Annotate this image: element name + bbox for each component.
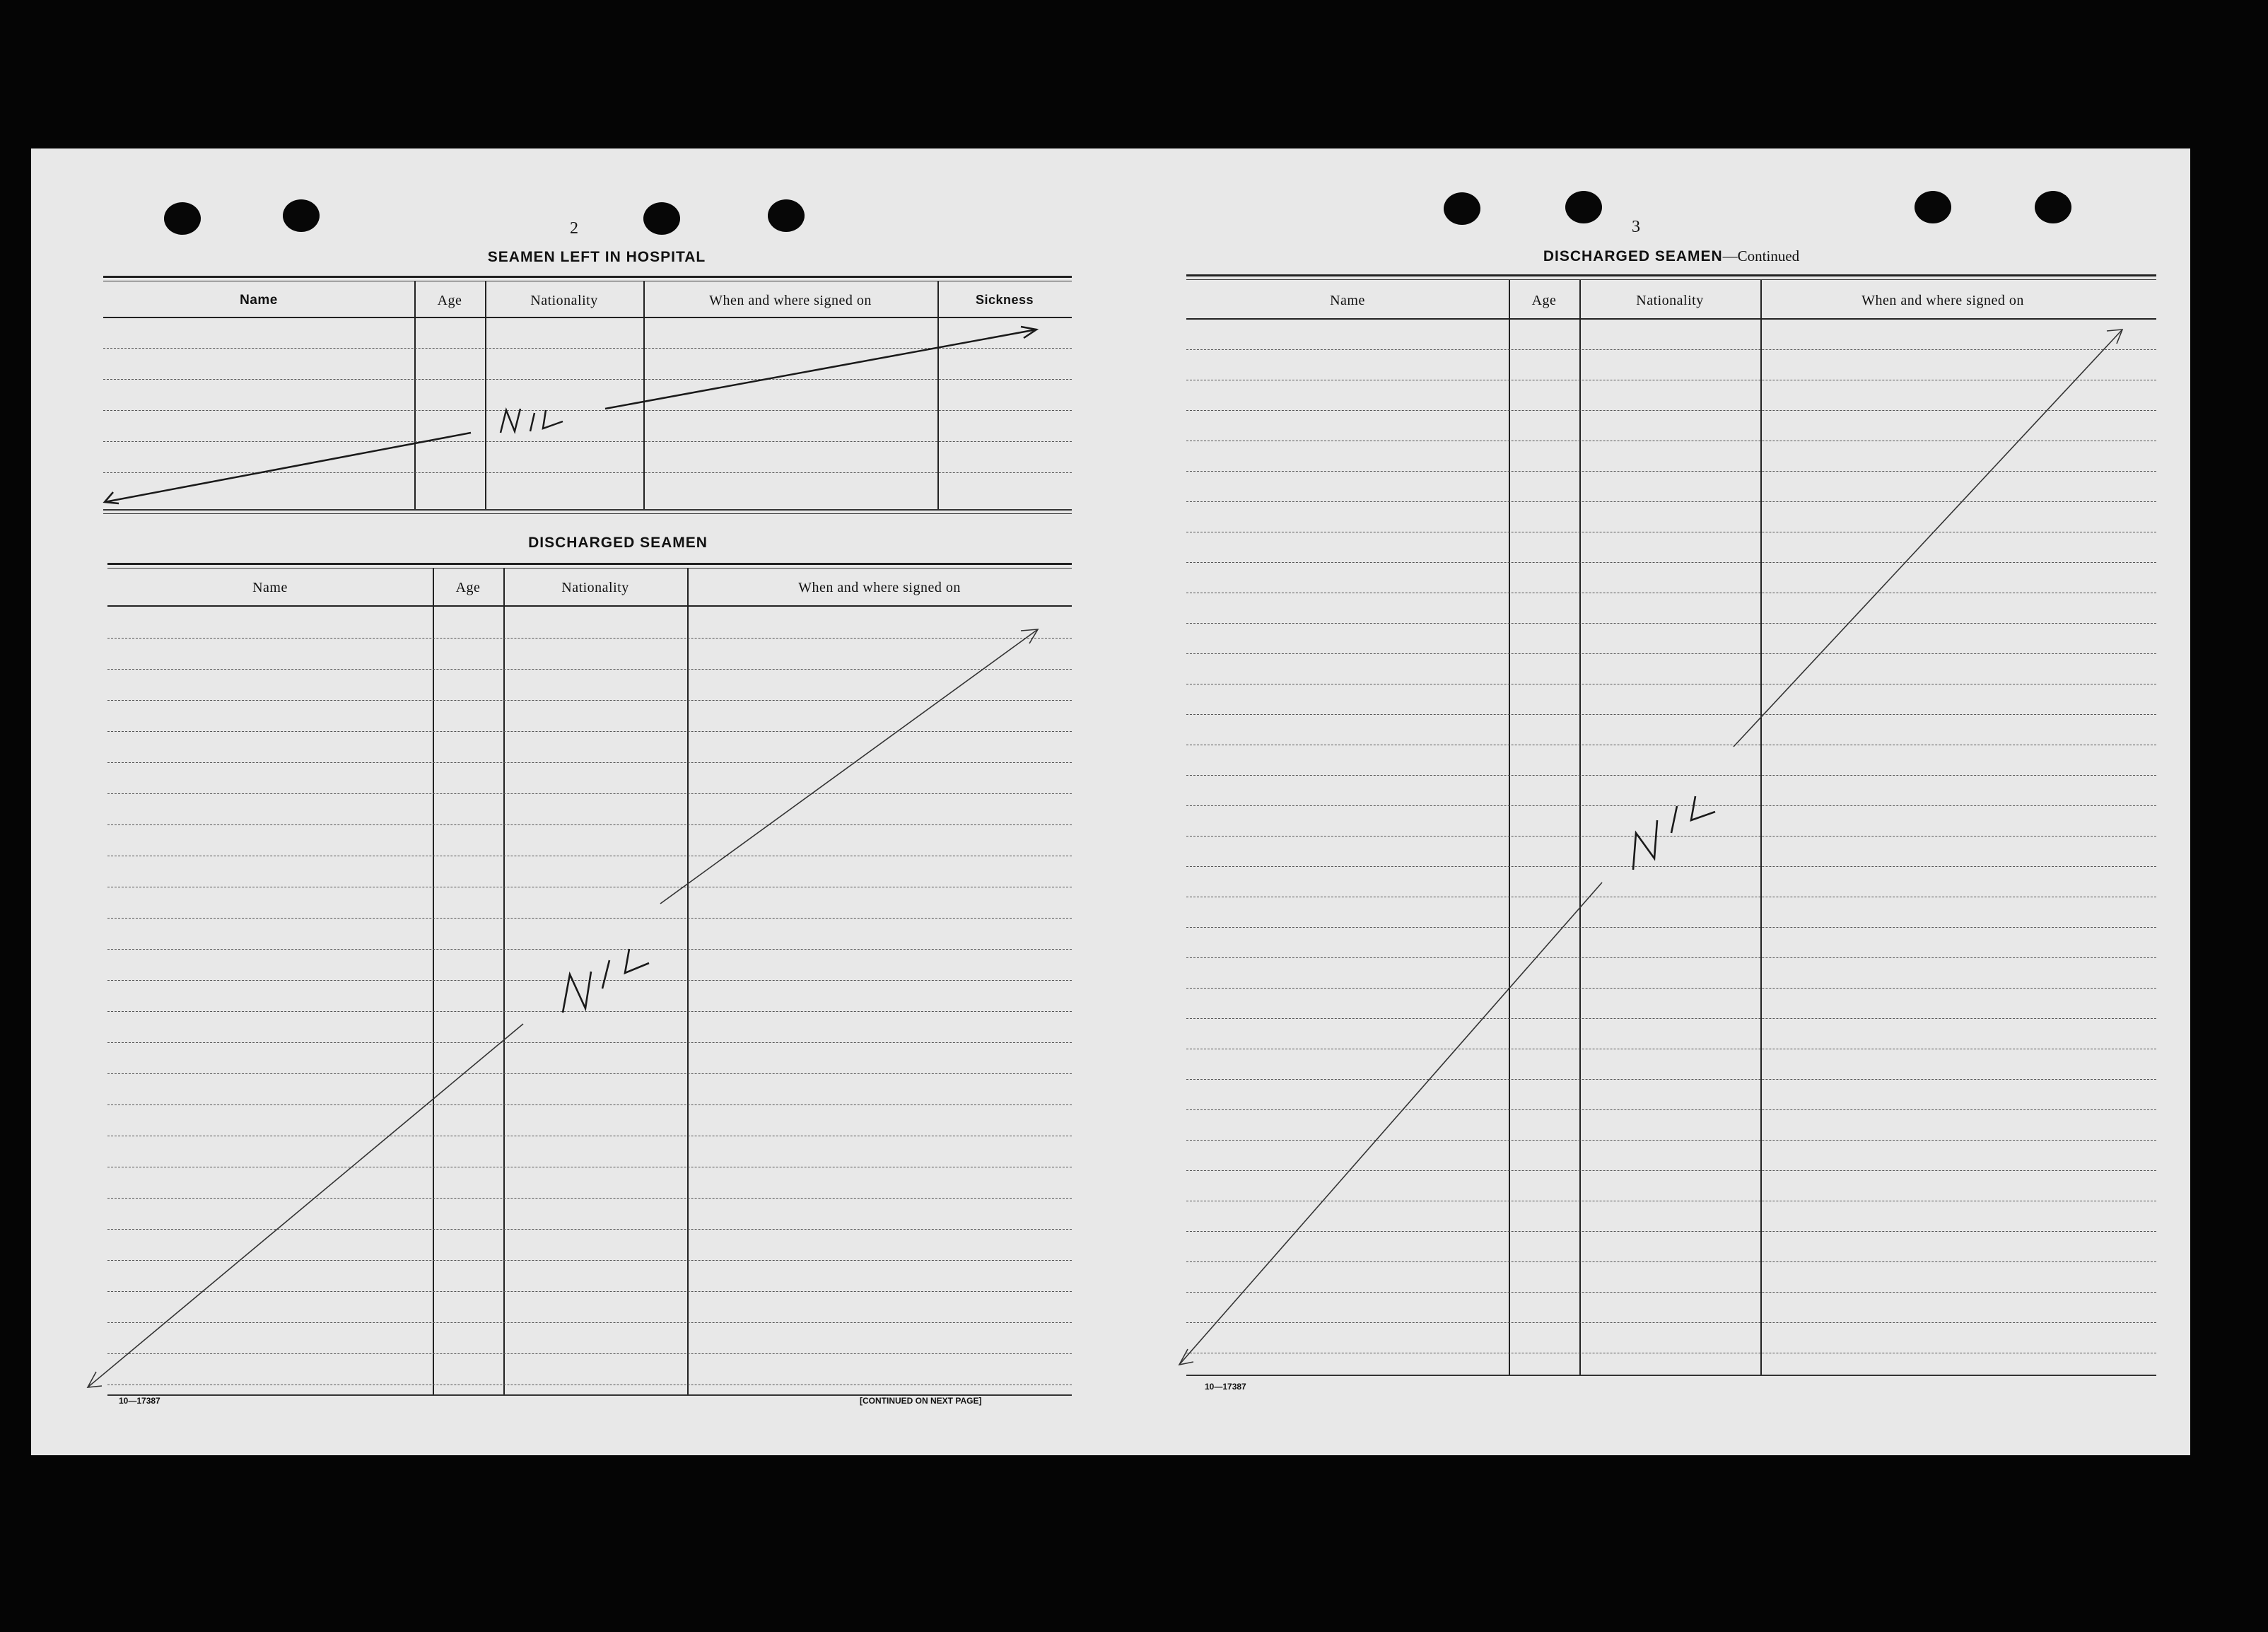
ledger-row-line bbox=[1186, 410, 2156, 411]
ledger-row-line bbox=[107, 1353, 1072, 1354]
ledger-row-line bbox=[107, 824, 1072, 825]
punch-hole bbox=[643, 202, 680, 235]
ledger-row-line bbox=[1186, 471, 2156, 472]
ledger-row-line bbox=[1186, 836, 2156, 837]
ledger-row-line bbox=[107, 762, 1072, 763]
discharged-section-title: DISCHARGED SEAMEN bbox=[528, 535, 708, 551]
ledger-row-line bbox=[1186, 957, 2156, 958]
col-header-when-where: When and where signed on bbox=[798, 580, 961, 595]
col-header-age: Age bbox=[455, 580, 481, 595]
discharged-continued-title bbox=[1318, 247, 2025, 265]
ledger-row-line bbox=[107, 1198, 1072, 1199]
ledger-row-line bbox=[1186, 866, 2156, 867]
col-header-nationality: Nationality bbox=[530, 293, 598, 308]
ledger-row-line bbox=[107, 793, 1072, 794]
ledger-row-line bbox=[107, 1104, 1072, 1105]
col-header-nationality: Nationality bbox=[561, 580, 629, 595]
ledger-row-line bbox=[107, 1073, 1072, 1074]
col-header-sickness: Sickness bbox=[975, 293, 1034, 307]
col-header-age: Age bbox=[437, 293, 462, 308]
ledger-row-line bbox=[107, 1229, 1072, 1230]
left-page-number: 2 bbox=[570, 219, 578, 238]
right-page-number: 3 bbox=[1632, 218, 1640, 236]
ledger-row-line bbox=[1186, 1292, 2156, 1293]
ledger-row-line bbox=[107, 638, 1072, 639]
hospital-table bbox=[103, 276, 1072, 516]
col-header-when-where: When and where signed on bbox=[1861, 293, 2024, 308]
ledger-row-line bbox=[1186, 775, 2156, 776]
ledger-row-line bbox=[1186, 1170, 2156, 1171]
ledger-row-line bbox=[107, 949, 1072, 950]
ledger-row-line bbox=[107, 1291, 1072, 1292]
ledger-row-line bbox=[1186, 349, 2156, 350]
ledger-row-line bbox=[1186, 1231, 2156, 1232]
discharged-table-right bbox=[1186, 274, 2156, 1377]
scanned-ledger-spread bbox=[31, 148, 2190, 1455]
col-header-nationality: Nationality bbox=[1636, 293, 1704, 308]
ledger-row-line bbox=[1186, 1109, 2156, 1110]
continued-note: [CONTINUED ON NEXT PAGE] bbox=[860, 1396, 982, 1406]
ledger-row-line bbox=[1186, 1261, 2156, 1262]
ledger-row-line bbox=[1186, 988, 2156, 989]
ledger-row-line bbox=[1186, 714, 2156, 715]
col-header-name: Name bbox=[252, 580, 288, 595]
ledger-row-line bbox=[107, 980, 1072, 981]
punch-hole bbox=[1444, 192, 1480, 225]
ledger-row-line bbox=[1186, 805, 2156, 806]
form-code-right: 10—17387 bbox=[1205, 1382, 1246, 1392]
punch-hole bbox=[2035, 191, 2071, 223]
ledger-row-line bbox=[107, 700, 1072, 701]
col-header-when-where: When and where signed on bbox=[709, 293, 872, 308]
title-suffix: —Continued bbox=[1722, 247, 1800, 264]
col-header-name: Name bbox=[240, 293, 278, 308]
col-header-name: Name bbox=[1330, 293, 1365, 308]
title-main: DISCHARGED SEAMEN bbox=[1543, 248, 1723, 264]
col-header-age: Age bbox=[1531, 293, 1557, 308]
ledger-row-line bbox=[1186, 1018, 2156, 1019]
punch-hole bbox=[768, 199, 805, 232]
ledger-row-line bbox=[1186, 927, 2156, 928]
hospital-section-title: SEAMEN LEFT IN HOSPITAL bbox=[487, 249, 706, 265]
ledger-row-line bbox=[107, 669, 1072, 670]
ledger-row-line bbox=[1186, 1140, 2156, 1141]
ledger-row-line bbox=[1186, 562, 2156, 563]
punch-hole bbox=[283, 199, 320, 232]
ledger-row-line bbox=[107, 1322, 1072, 1323]
punch-hole bbox=[1915, 191, 1951, 223]
ledger-row-line bbox=[1186, 501, 2156, 502]
ledger-row-line bbox=[107, 1011, 1072, 1012]
ledger-row-line bbox=[1186, 1322, 2156, 1323]
ledger-row-line bbox=[107, 1260, 1072, 1261]
form-code-left: 10—17387 bbox=[119, 1396, 160, 1406]
ledger-row-line bbox=[1186, 623, 2156, 624]
ledger-row-line bbox=[1186, 653, 2156, 654]
ledger-row-line bbox=[1186, 1079, 2156, 1080]
ledger-row-line bbox=[107, 918, 1072, 919]
ledger-row-line bbox=[107, 1042, 1072, 1043]
ledger-row-line bbox=[107, 731, 1072, 732]
punch-hole bbox=[164, 202, 201, 235]
discharged-table-left bbox=[107, 563, 1072, 1400]
punch-hole bbox=[1565, 191, 1602, 223]
